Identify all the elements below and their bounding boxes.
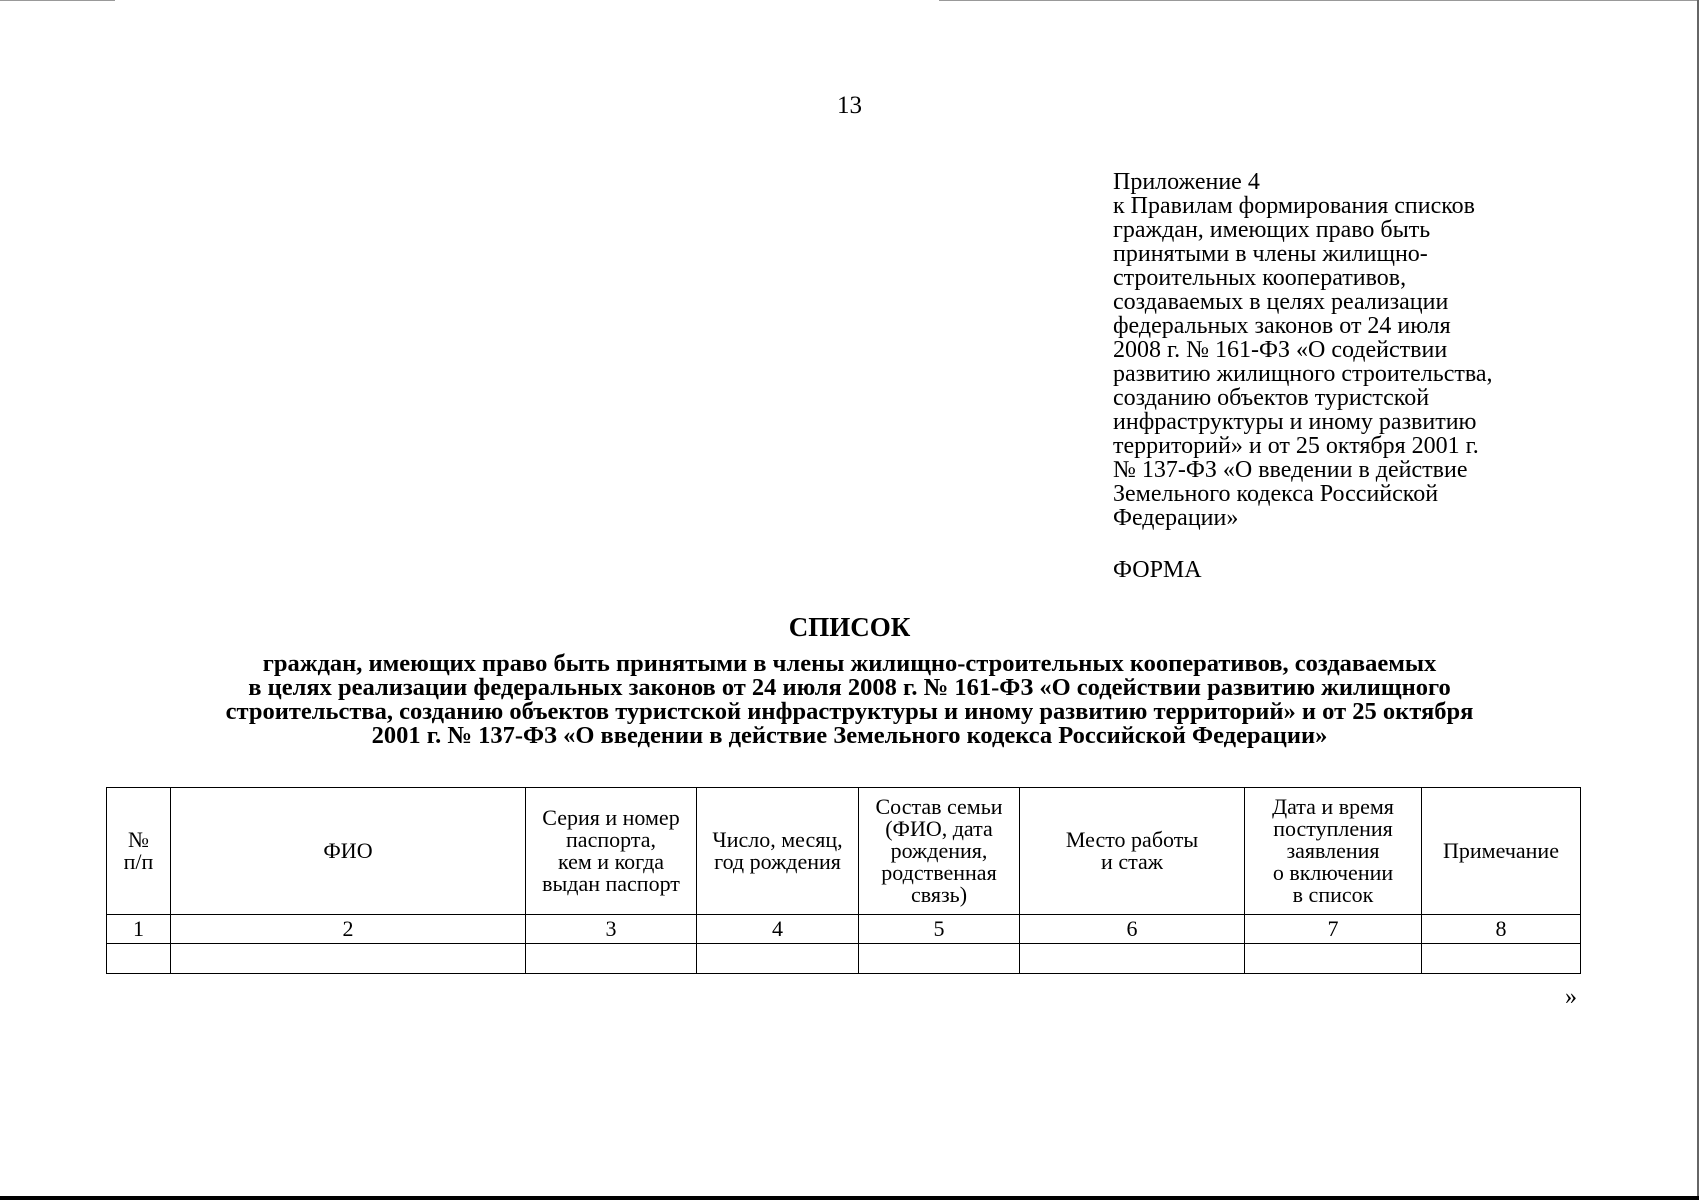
header-line: о включении xyxy=(1272,860,1394,885)
empty-cell xyxy=(697,944,859,974)
subtitle-line: в целях реализации федеральных законов от 24 июля 2008 г. № 161-ФЗ «О содействии развитию жилищного xyxy=(248,674,1451,701)
header-cell-workplace xyxy=(1020,788,1245,915)
empty-cell xyxy=(171,944,526,974)
column-number-cell: 8 xyxy=(1422,915,1581,944)
annex-line: Федерации» xyxy=(1113,505,1239,531)
header-cell-birth-date xyxy=(697,788,859,915)
annex-line: создаваемых в целях реализации xyxy=(1113,289,1449,315)
header-line: Место работы xyxy=(1065,827,1199,852)
column-number-row xyxy=(107,915,1581,944)
header-line: Число, месяц, xyxy=(712,827,843,852)
empty-cell xyxy=(107,944,171,974)
annex-line: территорий» и от 25 октября 2001 г. xyxy=(1113,433,1479,459)
header-line: год рождения xyxy=(714,849,841,874)
document-subtitle xyxy=(0,652,1699,748)
header-line: Состав семьи xyxy=(875,794,1003,819)
annex-line: инфраструктуры и иному развитию xyxy=(1113,409,1477,435)
annex-line: к Правилам формирования списков xyxy=(1113,193,1476,219)
scan-edge-top-right xyxy=(939,0,1699,1)
header-cell-number xyxy=(107,788,171,915)
header-line: № xyxy=(128,827,149,852)
table-row xyxy=(107,944,1581,974)
closing-quote-mark: » xyxy=(1565,984,1577,1010)
subtitle-line: граждан, имеющих право быть принятыми в члены жилищно-строительных кооперативов, создаваемых xyxy=(262,650,1437,677)
annex-line: Земельного кодекса Российской xyxy=(1113,481,1439,507)
header-cell-application-date xyxy=(1245,788,1422,915)
annex-line: 2008 г. № 161-ФЗ «О содействии xyxy=(1113,337,1448,363)
header-line: паспорта, xyxy=(566,827,656,852)
header-line: и стаж xyxy=(1101,849,1163,874)
header-line: Дата и время xyxy=(1272,794,1394,819)
header-line: заявления xyxy=(1286,838,1380,863)
table-header-row xyxy=(107,788,1581,915)
annex-line: принятыми в члены жилищно- xyxy=(1113,241,1428,267)
empty-cell xyxy=(1245,944,1422,974)
header-line: в список xyxy=(1292,882,1374,907)
document-title: СПИСОК xyxy=(788,612,911,642)
header-line: (ФИО, дата xyxy=(885,816,993,841)
column-number-cell: 6 xyxy=(1020,915,1245,944)
header-cell-family xyxy=(859,788,1020,915)
column-number-cell: 2 xyxy=(171,915,526,944)
column-number-cell: 4 xyxy=(697,915,859,944)
header-line: п/п xyxy=(123,849,154,874)
annex-line: федеральных законов от 24 июля xyxy=(1113,313,1451,339)
empty-cell xyxy=(526,944,697,974)
empty-cell xyxy=(1020,944,1245,974)
subtitle-line: строительства, созданию объектов туристской инфраструктуры и иному развитию территорий» и от 25 октября xyxy=(225,698,1474,725)
annex-line: № 137-ФЗ «О введении в действие xyxy=(1113,457,1468,483)
subtitle-line: 2001 г. № 137-ФЗ «О введении в действие Земельного кодекса Российской Федерации» xyxy=(371,722,1328,749)
citizens-list-table xyxy=(106,787,1581,974)
header-cell-fio xyxy=(171,788,526,915)
form-label: ФОРМА xyxy=(1113,557,1202,583)
annex-block xyxy=(1113,170,1593,530)
annex-line: граждан, имеющих право быть xyxy=(1113,217,1431,243)
empty-cell xyxy=(859,944,1020,974)
header-line: поступления xyxy=(1273,816,1393,841)
header-line: Серия и номер xyxy=(542,805,680,830)
header-line: родственная xyxy=(881,860,997,885)
header-line: ФИО xyxy=(323,838,373,863)
annex-line: созданию объектов туристской xyxy=(1113,385,1430,411)
scan-edge-top-left xyxy=(0,0,115,1)
page-number: 13 xyxy=(837,92,862,119)
header-cell-passport xyxy=(526,788,697,915)
header-line: выдан паспорт xyxy=(542,871,680,896)
header-line: связь) xyxy=(910,882,968,907)
header-line: Примечание xyxy=(1443,838,1559,863)
annex-line: строительных кооперативов, xyxy=(1113,265,1407,291)
annex-line: Приложение 4 xyxy=(1113,169,1260,195)
header-line: рождения, xyxy=(890,838,988,863)
annex-line: развитию жилищного строительства, xyxy=(1113,361,1493,387)
column-number-cell: 5 xyxy=(859,915,1020,944)
column-number-cell: 1 xyxy=(107,915,171,944)
scan-edge-bottom xyxy=(0,1196,1699,1200)
column-number-cell: 7 xyxy=(1245,915,1422,944)
column-number-cell: 3 xyxy=(526,915,697,944)
header-line: кем и когда xyxy=(557,849,665,874)
empty-cell xyxy=(1422,944,1581,974)
header-cell-note xyxy=(1422,788,1581,915)
